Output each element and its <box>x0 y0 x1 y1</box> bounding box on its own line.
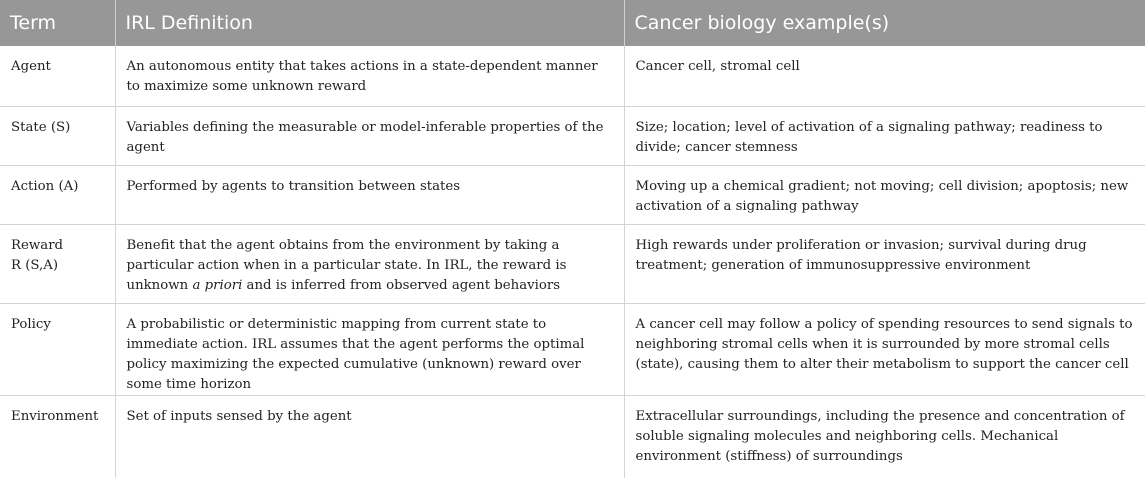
term-cell: Environment <box>0 395 115 478</box>
term-line-2: R (S,A) <box>11 257 59 273</box>
example-cell: Moving up a chemical gradient; not moving; cell division; apoptosis; new activation of a signaling pathway <box>624 165 1145 224</box>
definition-cell: Variables defining the measurable or model-inferable properties of the agent <box>115 106 624 165</box>
table-body <box>0 46 1145 478</box>
term-cell: Policy <box>0 303 115 395</box>
definition-cell: A probabilistic or deterministic mapping from current state to immediate action. IRL assumes that the agent performs the optimal policy maximizing the expected cumulative (unknown) reward over some time horizon <box>115 303 624 395</box>
header-term: Term <box>0 0 115 46</box>
example-cell: Size; location; level of activation of a signaling pathway; readiness to divide; cancer stemness <box>624 106 1145 165</box>
definition-text-2: and is inferred from observed agent behaviors <box>242 277 561 293</box>
table-row <box>0 165 1145 224</box>
header-row <box>0 0 1145 46</box>
table-row <box>0 395 1145 478</box>
table-row <box>0 224 1145 303</box>
example-cell: Extracellular surroundings, including the presence and concentration of soluble signaling molecules and neighboring cells. Mechanical environment (stiffness) of surroundings <box>635 408 1125 464</box>
header-cancer-example: Cancer biology example(s) <box>624 0 1145 46</box>
example-cell: A cancer cell may follow a policy of spending resources to send signals to neighboring stromal cells when it is surrounded by more stromal cells (state), causing them to alter their metabolism to support the cancer cell <box>624 303 1145 395</box>
table-header <box>0 0 1145 46</box>
term-cell: Agent <box>0 46 115 106</box>
example-cell: High rewards under proliferation or invasion; survival during drug treatment; generation of immunosuppressive environment <box>624 224 1145 303</box>
table-row <box>0 46 1145 106</box>
term-line-1: Reward <box>11 237 64 253</box>
table-row <box>0 106 1145 165</box>
definition-cell: An autonomous entity that takes actions in a state-dependent manner to maximize some unknown reward <box>115 46 624 106</box>
header-irl-definition: IRL Definition <box>115 0 624 46</box>
term-cell <box>0 224 115 303</box>
definition-cell <box>115 224 624 303</box>
definition-cell: Set of inputs sensed by the agent <box>115 395 624 478</box>
term-cell: Action (A) <box>0 165 115 224</box>
definition-italic-text: a priori <box>192 277 243 293</box>
definition-text-1: Benefit that the agent obtains from the environment by taking a particular action when in a particular state. In IRL, the reward is unknown <box>126 237 567 293</box>
term-cell: State (S) <box>0 106 115 165</box>
example-cell: Cancer cell, stromal cell <box>624 46 1145 106</box>
table-row <box>0 303 1145 395</box>
definition-cell: Performed by agents to transition between states <box>115 165 624 224</box>
